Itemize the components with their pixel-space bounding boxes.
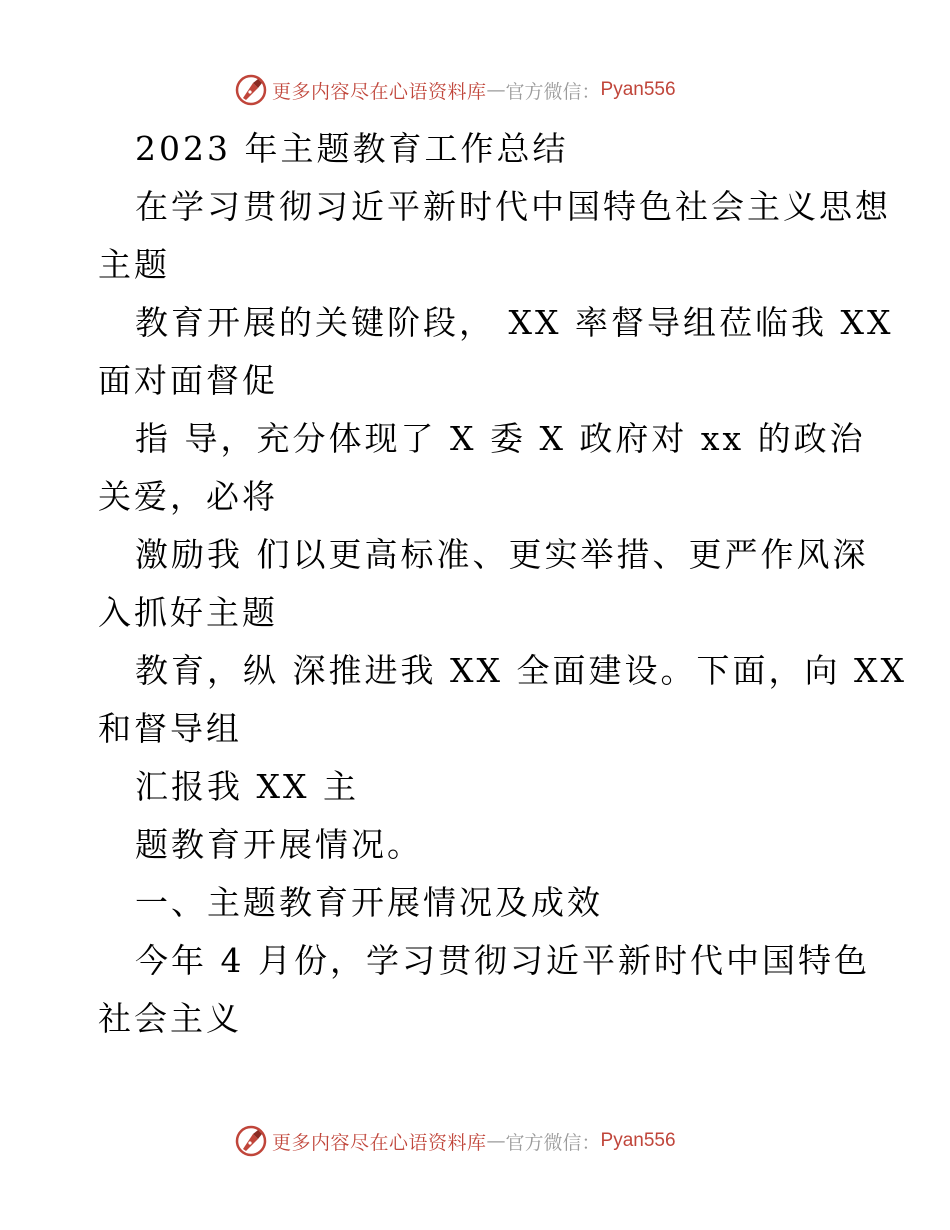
paragraph-line: 今年 4 月份，学习贯彻习近平新时代中国特色	[135, 941, 870, 980]
watermark-text: 更多内容尽在心语资料库	[272, 80, 487, 103]
header-watermark	[234, 70, 676, 110]
watermark-handle: Pyan556	[600, 1130, 676, 1151]
pen-nib-logo-icon	[234, 1124, 268, 1158]
paragraph-line: 指 导，充分体现了 X 委 X 政府对 xx 的政治	[135, 419, 866, 458]
paragraph-line: 激励我 们以更高标准、更实举措、更严作风深	[135, 535, 869, 574]
paragraph-line: 关爱，必将	[98, 477, 278, 516]
document-body	[98, 120, 907, 1048]
watermark-handle: Pyan556	[600, 79, 676, 100]
paragraph-line: 在学习贯彻习近平新时代中国特色社会主义思想	[135, 187, 891, 226]
paragraph-line: 入抓好主题	[98, 593, 278, 632]
paragraph-line: 教育开展的关键阶段， XX 率督导组莅临我 XX	[135, 303, 894, 342]
paragraph-line: 主题	[98, 245, 170, 284]
paragraph-line: 和督导组	[98, 709, 242, 748]
section-heading: 一、主题教育开展情况及成效	[135, 883, 603, 922]
watermark-separator: —	[486, 1130, 506, 1152]
document-title: 2023 年主题教育工作总结	[135, 129, 569, 168]
pen-nib-logo-icon	[234, 73, 268, 107]
paragraph-line: 题教育开展情况。	[135, 825, 423, 864]
watermark-text: 更多内容尽在心语资料库	[272, 1131, 487, 1154]
paragraph-line: 汇报我 XX 主	[135, 767, 359, 806]
paragraph-line: 面对面督促	[98, 361, 278, 400]
paragraph-line: 教育，纵 深推进我 XX 全面建设。下面，向 XX	[135, 651, 907, 690]
watermark-separator: —	[486, 79, 506, 101]
footer-watermark	[234, 1121, 676, 1161]
watermark-wechat-label: 官方微信：	[505, 80, 601, 103]
paragraph-line: 社会主义	[98, 999, 242, 1038]
watermark-wechat-label: 官方微信：	[505, 1131, 601, 1154]
